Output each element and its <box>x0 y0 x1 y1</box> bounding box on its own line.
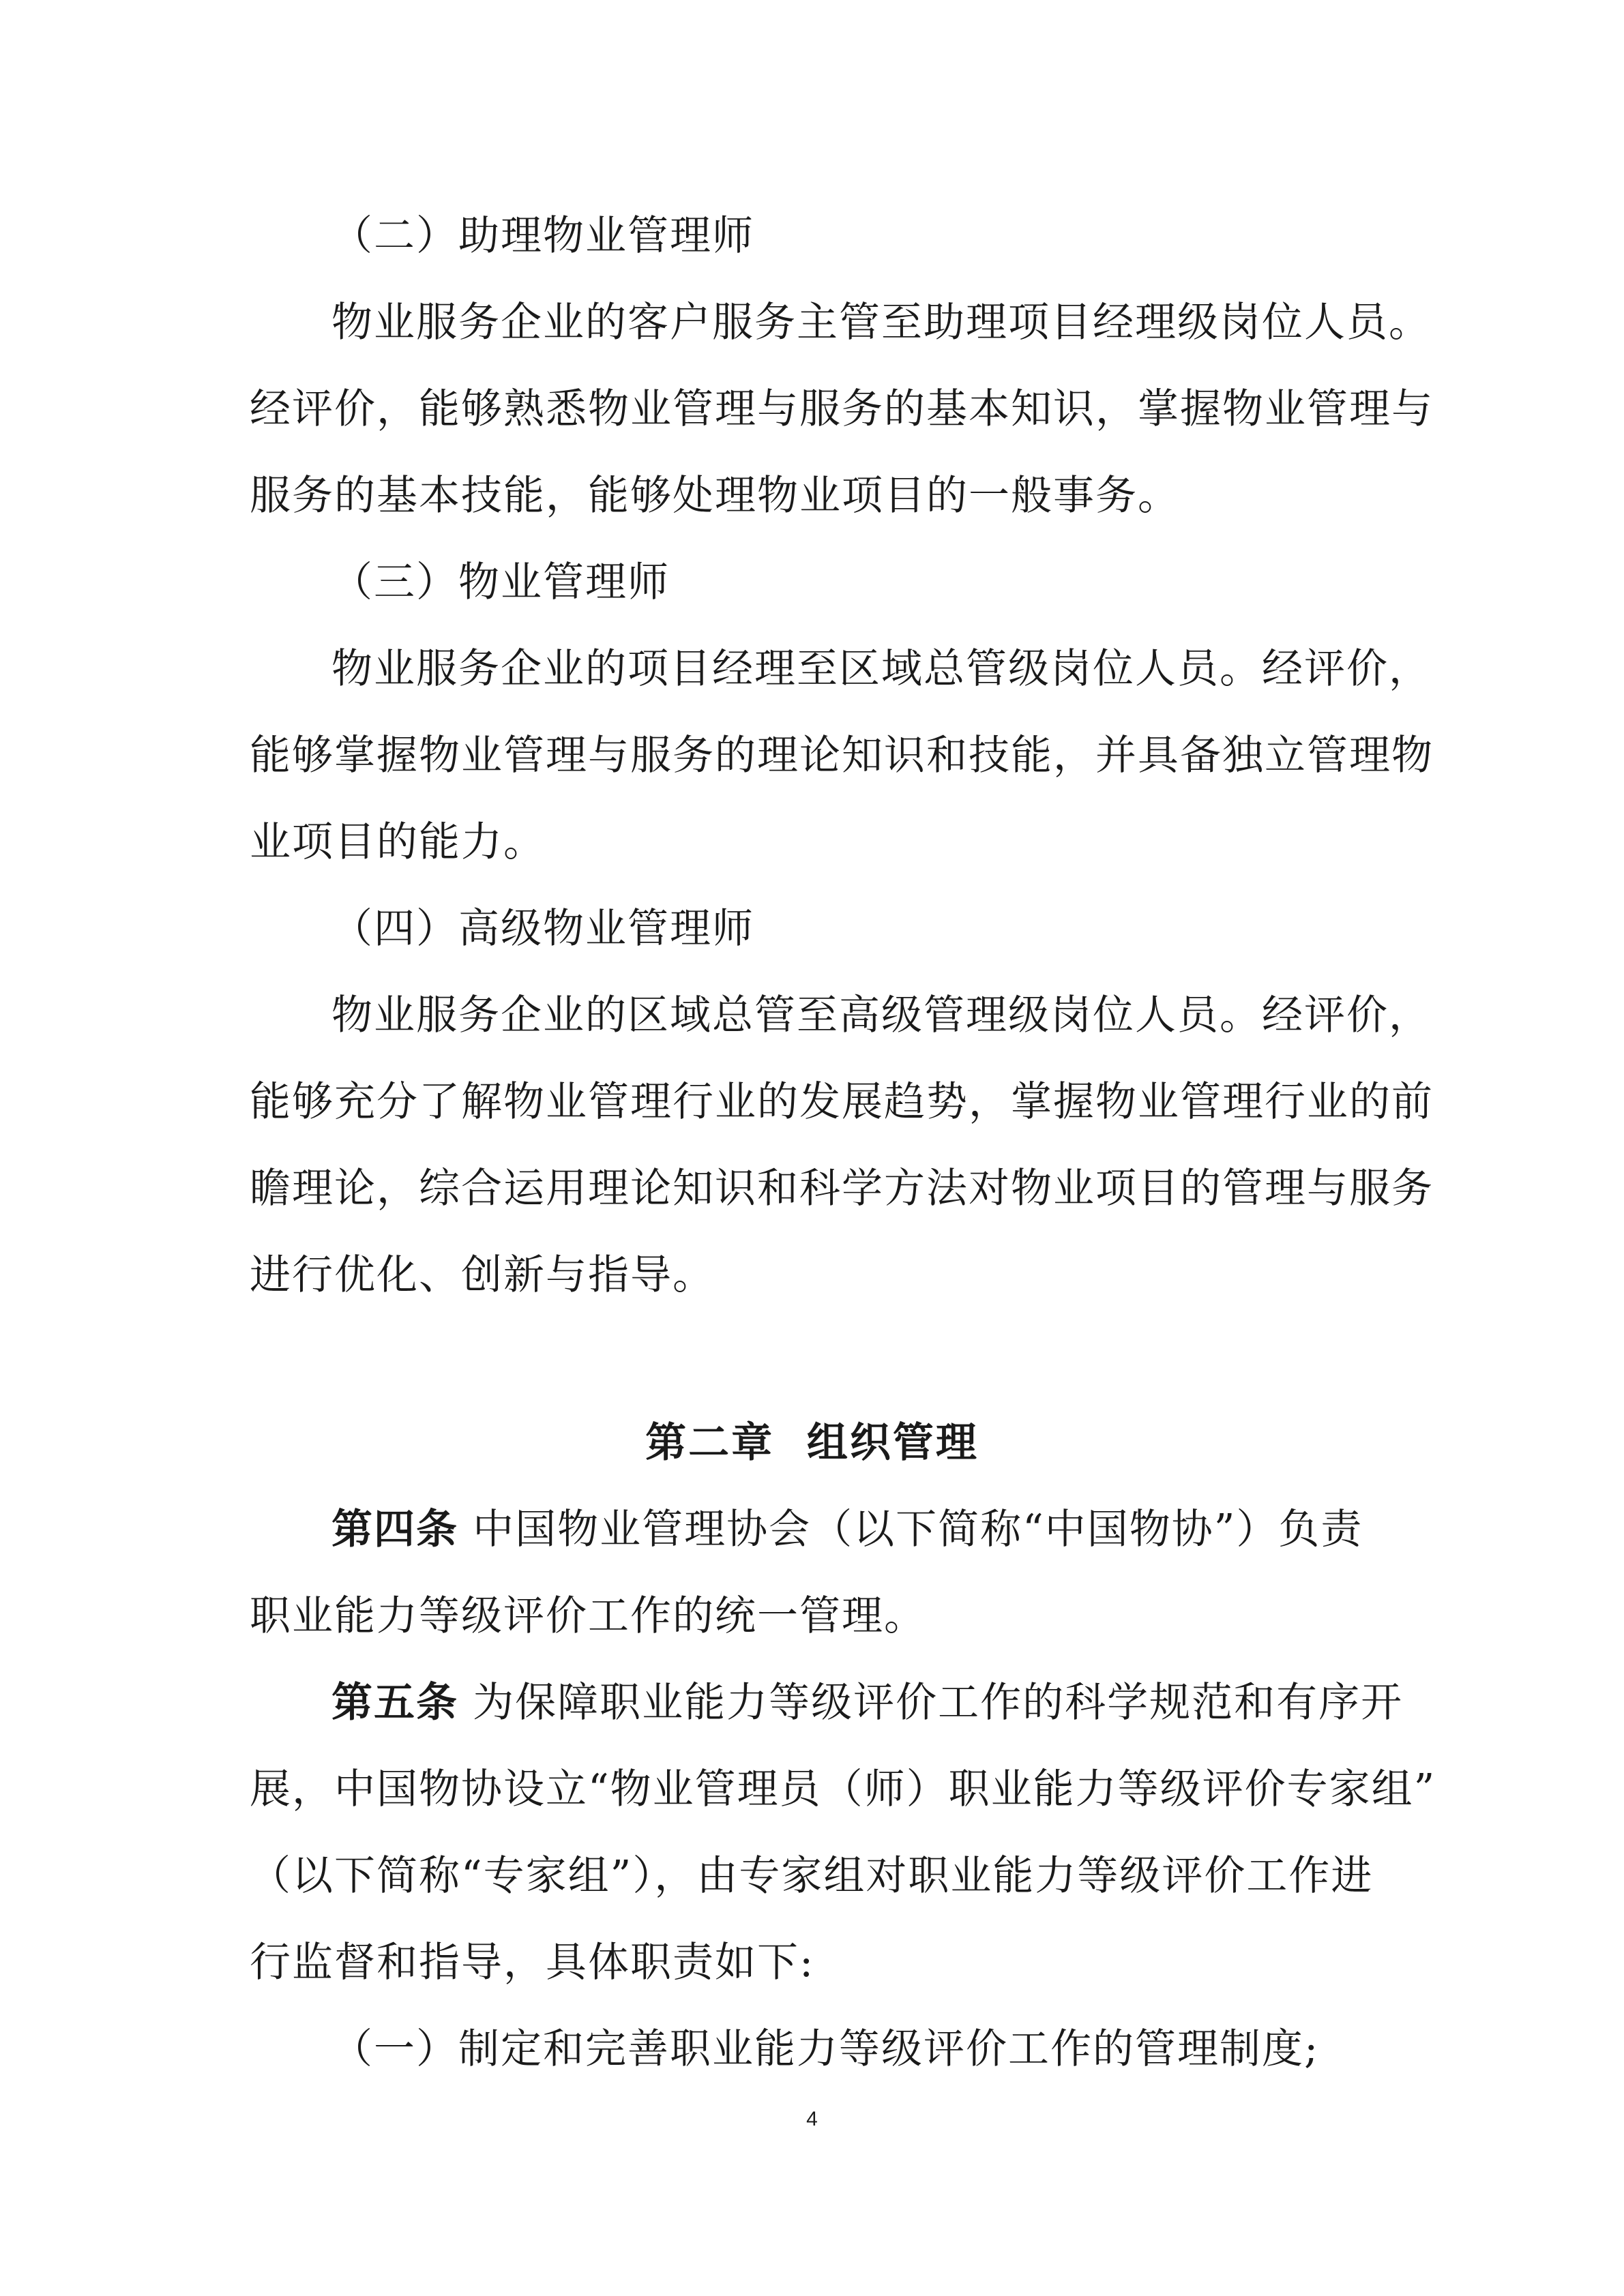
paragraph-line: 能够掌握物业管理与服务的理论知识和技能，并具备独立管理物 <box>250 732 1434 779</box>
chapter-heading: 第二章 组织管理 <box>645 1419 979 1467</box>
article-5-label: 第五条 <box>331 1679 458 1727</box>
section-heading-senior-property-manager: （四）高级物业管理师 <box>331 905 754 953</box>
paragraph-line: 进行优化、创新与指导。 <box>250 1251 715 1299</box>
paragraph-line: 瞻理论，综合运用理论知识和科学方法对物业项目的管理与服务 <box>250 1165 1434 1212</box>
section-heading-assistant-manager: （二）助理物业管理师 <box>331 212 754 260</box>
paragraph-line: 物业服务企业的客户服务主管至助理项目经理级岗位人员。 <box>331 299 1431 346</box>
paragraph-line: 展，中国物协设立“物业管理员（师）职业能力等级评价专家组” <box>250 1765 1436 1813</box>
paragraph-line: 业项目的能力。 <box>250 818 546 866</box>
paragraph-line: 物业服务企业的区域总管至高级管理级岗位人员。经评价， <box>331 992 1431 1039</box>
paragraph-line: 能够充分了解物业管理行业的发展趋势，掌握物业管理行业的前 <box>250 1078 1434 1126</box>
article-5-line <box>331 1678 1477 1727</box>
page-number: 4 <box>806 2108 818 2130</box>
article-5-text: 为保障职业能力等级评价工作的科学规范和有序开 <box>458 1679 1404 1727</box>
section-heading-property-manager: （三）物业管理师 <box>331 558 670 606</box>
paragraph-line: 职业能力等级评价工作的统一管理。 <box>250 1592 926 1640</box>
article-4-line <box>331 1505 1477 1554</box>
paragraph-line: 服务的基本技能，能够处理物业项目的一般事务。 <box>250 472 1180 520</box>
article-4-label: 第四条 <box>331 1506 458 1553</box>
paragraph-line: 行监督和指导，具体职责如下: <box>250 1939 815 1986</box>
list-item-duty-1: （一）制定和完善职业能力等级评价工作的管理制度; <box>331 2025 1320 2073</box>
paragraph-line: 物业服务企业的项目经理至区域总管级岗位人员。经评价， <box>331 645 1431 693</box>
paragraph-line: （以下简称“专家组”），由专家组对职业能力等级评价工作进 <box>250 1852 1374 1900</box>
article-4-text: 中国物业管理协会（以下简称“中国物协”）负责 <box>458 1506 1363 1553</box>
paragraph-line: 经评价，能够熟悉物业管理与服务的基本知识，掌握物业管理与 <box>250 385 1434 433</box>
